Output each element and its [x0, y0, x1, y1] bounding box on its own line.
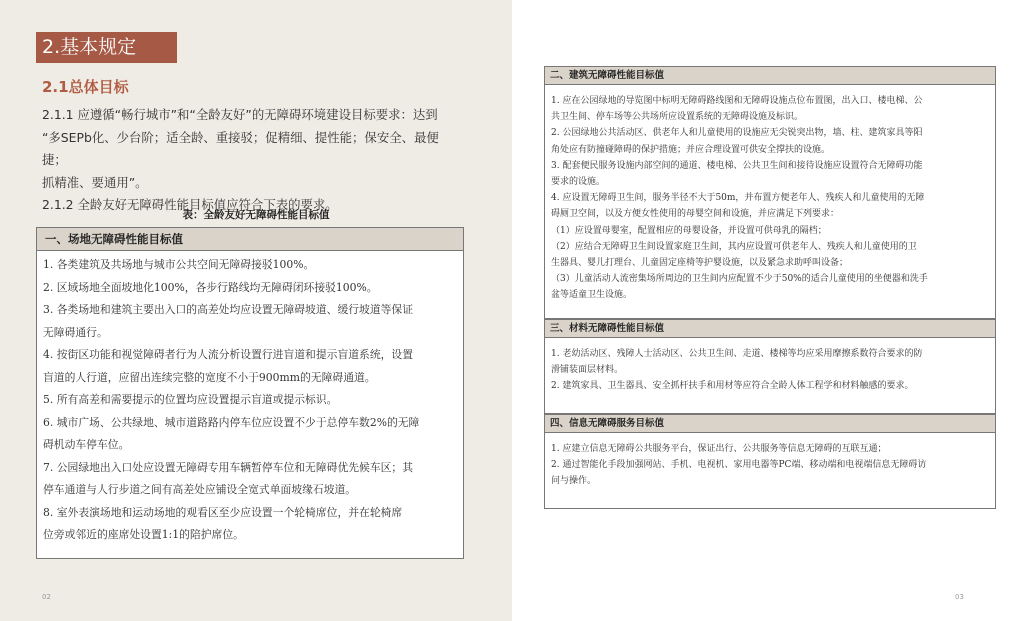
information-target-line: 问与操作。 [551, 476, 597, 487]
site-target-heading: 一、场地无障碍性能目标值 [37, 228, 463, 251]
information-target-body [545, 433, 995, 490]
building-target-body [545, 85, 995, 304]
building-target-line: 角处应有防撞碰障碍的保护措施；并应合理设置可供安全撑扶的设施。 [551, 144, 831, 155]
table-title: 表：全龄友好无障碍性能目标值 [182, 209, 330, 221]
building-target-line: （2）应结合无障碍卫生间设置家庭卫生间，其内应设置可供老年人、残疾人和儿童使用的卫 [551, 241, 917, 252]
page-number-right: 03 [955, 593, 964, 601]
site-target-box [36, 227, 464, 559]
site-target-line: 无障碍通行。 [43, 325, 108, 339]
building-target-line: 要求的设施。 [551, 177, 606, 188]
site-target-line: 位旁或邻近的座席处设置1:1的陪护席位。 [43, 528, 244, 541]
information-target-heading: 四、信息无障碍服务目标值 [545, 415, 995, 433]
paragraph-line: 2.1.2 全龄友好无障碍性能目标值应符合下表的要求。 [42, 197, 338, 212]
material-target-box [544, 319, 996, 414]
material-target-heading: 三、材料无障碍性能目标值 [545, 320, 995, 338]
building-target-line: 3. 配套便民服务设施内部空间的通道、楼电梯、公共卫生间和接待设施应设置符合无障碍功能 [551, 160, 923, 171]
information-target-box [544, 414, 996, 509]
site-target-body [37, 251, 463, 547]
information-target-line: 1. 应建立信息无障碍公共服务平台，保证出行、公共服务等信息无障碍的互联互通； [551, 444, 887, 454]
site-target-line: 8. 室外表演场地和运动场地的观看区至少应设置一个轮椅席位，并在轮椅席 [43, 505, 403, 519]
site-target-line: 6. 城市广场、公共绿地、城市道路路内停车位应设置不少于总停车数2%的无障 [43, 415, 420, 429]
site-target-line: 停车通道与人行步道之间有高差处应铺设全宽式单面坡缘石坡道。 [43, 483, 357, 496]
building-target-line: （1）应设置母婴室，配置相应的母婴设备，并设置可供母乳的隔档； [551, 225, 827, 236]
page-number-left: 02 [42, 593, 51, 601]
material-target-line: 2. 建筑家具、卫生器具、安全抓杆扶手和用材等应符合全龄人体工程学和材料触感的要求。 [551, 381, 914, 392]
building-target-line: 碍厕卫空间，以及方便女性使用的母婴空间和设施，并应满足下列要求： [551, 209, 840, 220]
paragraph-line: “多SEPb化、少台阶；适全龄、重接驳；促精细、提性能；保安全、最便捷； [42, 129, 439, 167]
material-target-body [545, 338, 995, 395]
subsection-title: 2.1总体目标 [42, 78, 129, 96]
building-target-line: 1. 应在公园绿地的导览图中标明无障碍路线图和无障碍设施点位布置图，出入口、楼电梯、公 [551, 96, 923, 106]
intro-paragraph [42, 104, 462, 217]
information-target-line: 2. 通过智能化手段加强网站、手机、电视机、家用电器等PC端、移动端和电视端信息无障碍访 [551, 460, 927, 471]
section-title: 2.基本规定 [36, 32, 177, 63]
paragraph-line: 抓精准、要通用”。 [42, 174, 148, 190]
site-target-line: 3. 各类场地和建筑主要出入口的高差处均应设置无障碍坡道、缓行坡道等保证 [43, 303, 414, 316]
site-target-line: 5. 所有高差和需要提示的位置均应设置提示盲道或提示标识。 [43, 393, 338, 406]
site-target-line: 盲道的人行道，应留出连续完整的宽度不小于900mm的无障碍通道。 [43, 370, 376, 384]
paragraph-line: 2.1.1 应遵循“畅行城市”和“全龄友好”的无障碍环境建设目标要求：达到 [42, 107, 438, 122]
building-target-line: 盆等适童卫生设施。 [551, 290, 633, 301]
building-target-line: 共卫生间、停车场等公共场所应设置系统的无障碍设施及标识。 [551, 112, 804, 123]
building-target-line: 4. 应设置无障碍卫生间，服务半径不大于50m，并布置方便老年人、残疾人和儿童使用的无障 [551, 193, 925, 204]
building-target-box [544, 66, 996, 319]
building-target-line: 2. 公园绿地公共活动区、供老年人和儿童使用的设施应无尖锐突出物，墙、柱、建筑家具等阳 [551, 128, 923, 139]
material-target-line: 滑铺装面层材料。 [551, 365, 624, 376]
site-target-line: 碍机动车停车位。 [43, 438, 130, 451]
building-target-line: （3）儿童活动人流密集场所周边的卫生间内应配置不少于50%的适合儿童使用的坐便器和洗手 [551, 274, 928, 285]
material-target-line: 1. 老幼活动区、残障人士活动区、公共卫生间、走道、楼梯等均应采用摩擦系数符合要求的防 [551, 349, 923, 359]
site-target-line: 7. 公园绿地出入口处应设置无障碍专用车辆暂停车位和无障碍优先候车区；其 [43, 460, 414, 474]
site-target-line: 4. 按街区功能和视觉障碍者行为人流分析设置行进盲道和提示盲道系统，设置 [43, 348, 414, 361]
building-target-heading: 二、建筑无障碍性能目标值 [545, 67, 995, 85]
building-target-line: 生器具、婴儿打理台、儿童固定座椅等护婴设施，以及紧急求助呼叫设备； [551, 258, 849, 269]
site-target-line: 2. 区域场地全面坡地化100%，各步行路线均无障碍闭环接驳100%。 [43, 280, 378, 294]
site-target-line: 1. 各类建筑及共场地与城市公共空间无障碍接驳100%。 [43, 258, 315, 271]
